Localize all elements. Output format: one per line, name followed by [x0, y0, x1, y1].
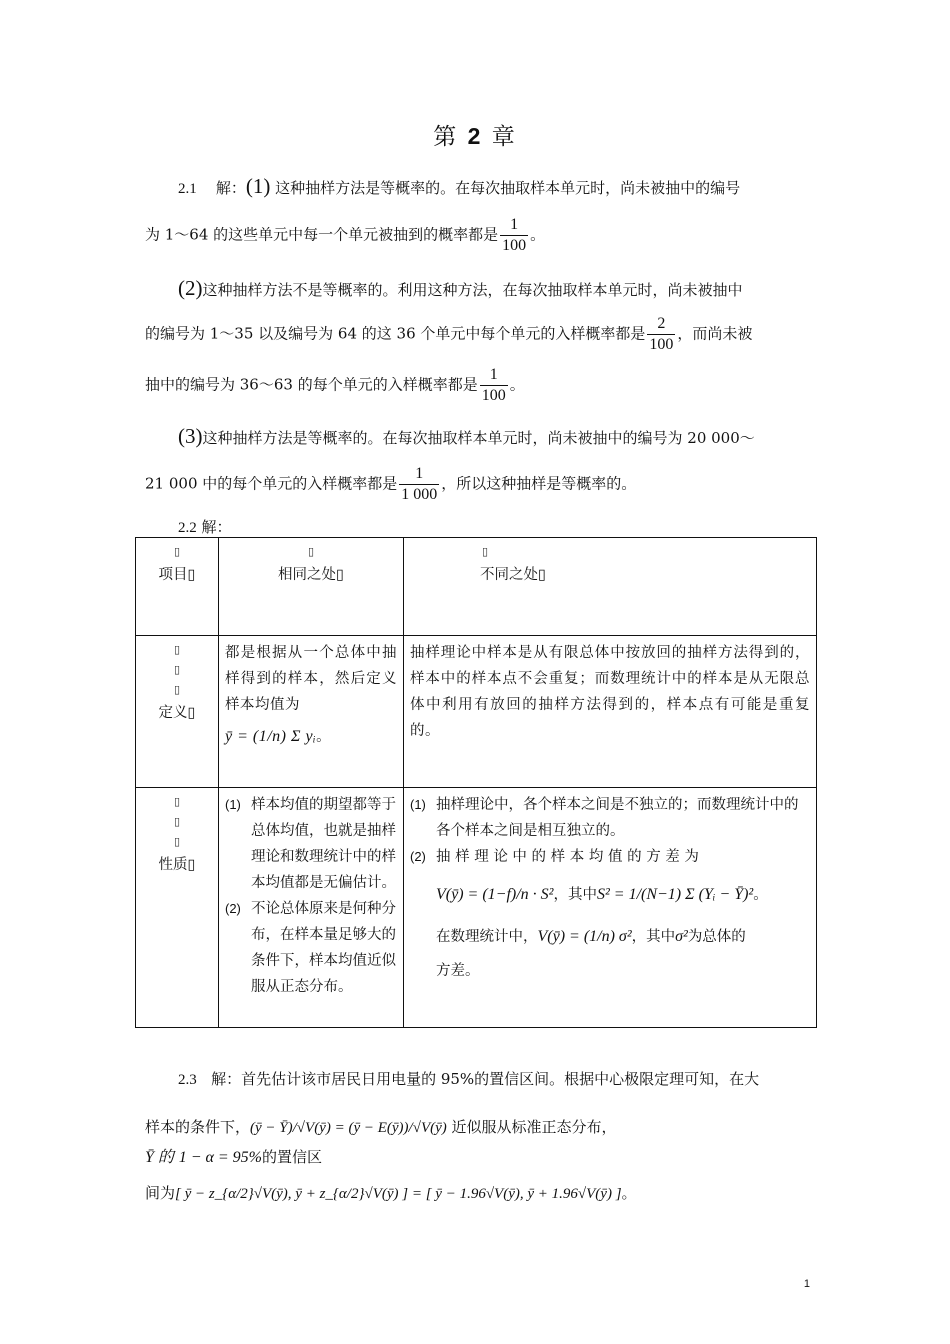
- q23-line1-text: 解：首先估计该市居民日用电量的 95%的置信区间。根据中心极限定理可知，在大: [211, 1070, 760, 1088]
- q23-line1: [178, 1068, 759, 1089]
- q21-para3-line2: [145, 464, 636, 505]
- q21-p2-end: 。: [509, 375, 525, 394]
- q21-p3-line1: 这种抽样方法是等概率的。在每次抽取样本单元时，尚未被抽中的编号为 20 000～: [202, 429, 755, 447]
- q23-confidence-level: 1 − α = 95%: [178, 1149, 263, 1166]
- list-item-text: 样本均值的期望都等于总体均值，也就是抽样理论和数理统计中的样本均值都是无偏估计。: [251, 797, 396, 891]
- list-item-text: 抽 样 理 论 中 的 样 本 均 值 的 方 差 为: [436, 849, 699, 865]
- list-item: [410, 792, 810, 844]
- q22-label: 2.2: [178, 520, 197, 536]
- q22-jie: 解：: [201, 518, 232, 536]
- chapter-title-prefix: 第: [433, 124, 459, 150]
- q23-line2-cont: [145, 1144, 322, 1167]
- chapter-number: 2: [467, 123, 483, 149]
- row-definition-same-cell: [219, 636, 404, 788]
- placeholder-glyph: ▯: [173, 795, 181, 808]
- placeholder-glyph: ▯: [307, 545, 315, 558]
- q21-para2-line1: [178, 276, 743, 301]
- list-item-text: 抽样理论中，各个样本之间是不独立的；而数理统计中的各个样本之间是相互独立的。: [436, 797, 799, 839]
- q21-p2-line3a: 抽中的编号为 36～63 的每个单元的入样概率都是: [145, 375, 478, 394]
- q21-p2-mark: (2): [178, 276, 203, 300]
- q21-p2-frac1-num: 2: [647, 314, 675, 335]
- placeholder-glyph: ▯: [173, 545, 181, 558]
- comparison-table: [135, 537, 817, 1028]
- q23-label: 2.3: [178, 1072, 197, 1088]
- q21-p1-line1: 这种抽样方法是等概率的。在每次抽取样本单元时，尚未被抽中的编号: [275, 179, 741, 197]
- q23-confidence-interval-formula: [ ȳ − z_{α/2}√V(ȳ), ȳ + z_{α/2}√V(ȳ) ] = [ ȳ − 1.96√V(ȳ), ȳ + 1.96√V(ȳ) ]: [175, 1186, 622, 1202]
- q21-para1-line2: [145, 215, 545, 256]
- property-diff-list: [410, 792, 810, 984]
- q21-para3-line1: [178, 424, 755, 449]
- q22-heading: [178, 516, 232, 537]
- list-item-number: (1): [225, 797, 241, 812]
- table-header-row: [136, 538, 817, 636]
- row-definition-same-text: 都是根据从一个总体中抽样得到的样本，然后定义样本均值为: [225, 645, 397, 713]
- row-definition-diff-cell: [404, 636, 817, 788]
- row-definition-diff-text: 抽样理论中样本是从有限总体中按放回的抽样方法得到的，样本中的样本点不会重复；而数理统计中的样本是从无限总体中利用有放回的抽样方法得到的，样本点有可能是重复的。: [410, 645, 810, 739]
- q21-p2-line2a: 的编号为 1～35 以及编号为 64 的这 36 个单元中每个单元的入样概率都是: [145, 324, 646, 343]
- placeholder-glyph: ▯: [173, 683, 181, 696]
- row-definition-same-end: 。: [316, 729, 332, 745]
- list-item-number: (2): [225, 901, 241, 916]
- chapter-title-suffix: 章: [491, 124, 517, 150]
- q23-standardized-formula: (ȳ − Ȳ)/√V(ȳ) = (ȳ − E(ȳ))/√V(ȳ): [250, 1120, 447, 1136]
- q21-p1-frac-den: 100: [502, 237, 527, 254]
- variance-formula-sampling: V(ȳ) = (1−f)/n · S²: [436, 886, 554, 903]
- q23-line2c: Ȳ 的: [145, 1149, 174, 1166]
- placeholder-glyph: ▯: [173, 643, 181, 656]
- q21-p1-fraction: [500, 215, 528, 256]
- variance-formula-statistics: V(ȳ) = (1/n) σ²: [537, 928, 632, 945]
- list-item-text: 为总体的: [687, 929, 746, 945]
- table-row-property: [136, 788, 817, 1028]
- q21-p1-end: 。: [530, 225, 546, 244]
- list-item-number: (1): [410, 797, 426, 812]
- q21-para2-line2: [145, 314, 752, 355]
- placeholder-glyph: ▯: [173, 835, 181, 848]
- q23-line3a: 间为: [145, 1184, 176, 1202]
- q21-jie: 解：: [215, 179, 246, 197]
- header-diff: 不同之处▯: [480, 567, 546, 583]
- q21-p3-frac-den: 1 000: [401, 486, 438, 503]
- q21-p2-line2b: ，而尚未被: [677, 324, 753, 343]
- q21-p3-line2b: ，所以这种抽样是等概率的。: [441, 474, 637, 493]
- header-item-cell: [136, 538, 219, 636]
- header-item: 项目▯: [158, 567, 196, 583]
- row-definition-label: 定义▯: [158, 705, 196, 721]
- list-item-number: (2): [410, 849, 426, 864]
- property-same-list: [225, 792, 397, 1000]
- list-item: [225, 896, 397, 1000]
- list-item-text: 不论总体原来是何种分布，在样本量足够大的条件下，样本均值近似服从正态分布。: [251, 901, 396, 995]
- q21-p3-mark: (3): [178, 424, 203, 448]
- variance-formula-stat-line: [436, 920, 810, 954]
- q23-line2: [145, 1116, 617, 1137]
- population-variance-formula: S² = 1/(N−1) Σ (Yᵢ − Ȳ)²: [596, 886, 754, 903]
- q21-label: 2.1: [178, 181, 197, 197]
- q21-p1-line2: 为 1～64 的这些单元中每一个单元被抽到的概率都是: [145, 225, 499, 244]
- q23-line2d: 的置信区: [262, 1148, 323, 1166]
- list-item: [410, 844, 810, 984]
- q21-p2-frac2-den: 100: [481, 387, 506, 404]
- q21-para2-line3: [145, 365, 525, 406]
- q23-line2a: 样本的条件下，: [145, 1118, 251, 1136]
- table-row-definition: [136, 636, 817, 788]
- q21-p3-fraction: [399, 464, 439, 505]
- row-definition-label-cell: [136, 636, 219, 788]
- list-item-text: 。: [753, 887, 768, 903]
- page-number: 1: [803, 1278, 810, 1290]
- row-property-label: 性质▯: [158, 857, 196, 873]
- placeholder-glyph: ▯: [482, 545, 489, 558]
- row-property-same-cell: [219, 788, 404, 1028]
- sample-mean-formula-text: ȳ = (1/n) Σ yᵢ: [225, 728, 317, 745]
- q23-line3b: 。: [621, 1184, 637, 1202]
- q21-p2-frac2-num: 1: [480, 365, 508, 386]
- header-diff-cell: [404, 538, 817, 636]
- placeholder-glyph: ▯: [173, 663, 181, 676]
- list-item-text: ，其中: [553, 887, 597, 903]
- q21-para1-line1: [178, 174, 740, 199]
- placeholder-glyph: ▯: [173, 815, 181, 828]
- sigma-squared: σ²: [675, 928, 688, 945]
- q21-p2-fraction1: [647, 314, 675, 355]
- q21-p2-frac1-den: 100: [649, 336, 674, 353]
- header-same-cell: [219, 538, 404, 636]
- list-item-text: 在数理统计中，: [436, 929, 538, 945]
- list-item: [225, 792, 397, 896]
- q21-p1-mark: (1): [245, 174, 271, 198]
- variance-formula-line: [436, 878, 810, 912]
- list-item-text: ，其中: [631, 929, 676, 945]
- q21-p2-fraction2: [480, 365, 508, 406]
- q21-p1-frac-num: 1: [500, 215, 528, 236]
- q21-p3-frac-num: 1: [399, 464, 439, 485]
- row-property-diff-cell: [404, 788, 817, 1028]
- q21-p3-line2a: 21 000 中的每个单元的入样概率都是: [145, 474, 398, 493]
- q23-line2b: 近似服从标准正态分布，: [451, 1118, 617, 1136]
- chapter-title: [0, 118, 950, 151]
- row-property-label-cell: [136, 788, 219, 1028]
- header-same: 相同之处▯: [278, 567, 344, 583]
- list-item-text: 方差。: [436, 963, 480, 979]
- sample-mean-formula: [225, 724, 397, 750]
- q23-line3: [145, 1182, 637, 1203]
- q21-p2-line1: 这种抽样方法不是等概率的。利用这种方法，在每次抽取样本单元时，尚未被抽中: [202, 281, 743, 299]
